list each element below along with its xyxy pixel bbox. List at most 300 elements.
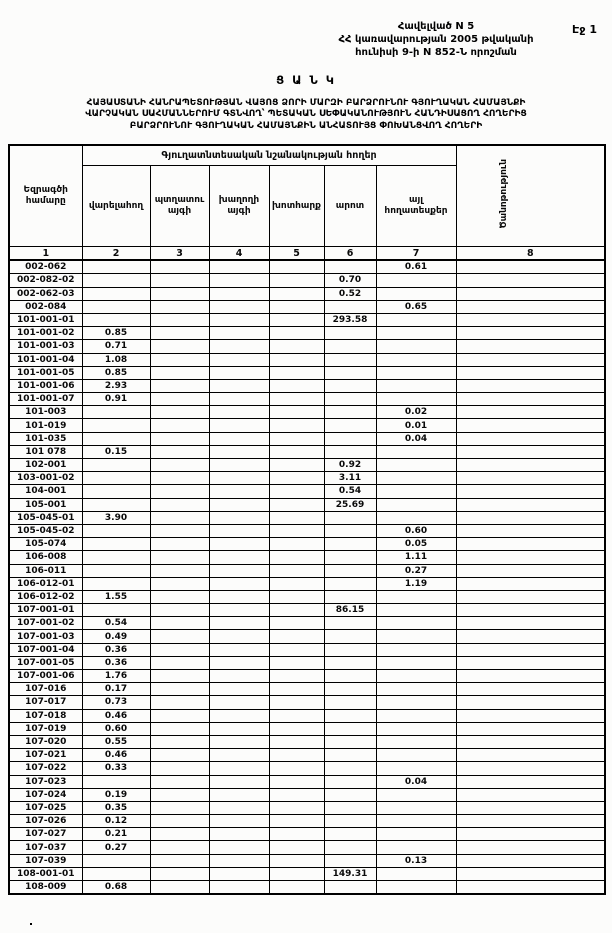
orchard-cell: [150, 696, 209, 709]
other-lands-cell: [376, 590, 456, 603]
header-orchard: պտղատու այգի: [150, 166, 209, 247]
contour-number-cell: 107-021: [9, 749, 82, 762]
table-row: [9, 828, 605, 841]
orchard-cell: [150, 353, 209, 366]
appendix-line-1: Հավելված N 5: [397, 21, 475, 32]
pasture-cell: [324, 538, 376, 551]
table-row: [9, 287, 605, 300]
hayfield-cell: [269, 617, 324, 630]
note-cell: [456, 670, 605, 683]
header-pasture: արոտ: [324, 166, 376, 247]
contour-number-cell: 107-039: [9, 854, 82, 867]
contour-number-cell: 002-082-02: [9, 274, 82, 287]
other-lands-cell: 0.02: [376, 406, 456, 419]
other-lands-cell: [376, 709, 456, 722]
orchard-cell: [150, 604, 209, 617]
arable-cell: [82, 287, 150, 300]
vineyard-cell: [209, 630, 269, 643]
hayfield-cell: [269, 577, 324, 590]
table-row: [9, 485, 605, 498]
pasture-cell: [324, 551, 376, 564]
vineyard-cell: [209, 828, 269, 841]
note-cell: [456, 775, 605, 788]
note-cell: [456, 524, 605, 537]
contour-number-cell: 107-024: [9, 788, 82, 801]
table-row: [9, 604, 605, 617]
document-title: [0, 98, 612, 134]
hayfield-cell: [269, 841, 324, 854]
vineyard-cell: [209, 393, 269, 406]
vineyard-cell: [209, 643, 269, 656]
orchard-cell: [150, 577, 209, 590]
land-table-wrapper: [8, 144, 604, 895]
vineyard-cell: [209, 432, 269, 445]
arable-cell: 0.36: [82, 656, 150, 669]
orchard-cell: [150, 735, 209, 748]
note-cell: [456, 485, 605, 498]
contour-number-cell: 107-001-01: [9, 604, 82, 617]
vineyard-cell: [209, 485, 269, 498]
contour-number-cell: 002-084: [9, 300, 82, 313]
contour-number-cell: 101-001-04: [9, 353, 82, 366]
arable-cell: [82, 524, 150, 537]
contour-number-cell: 107-001-06: [9, 670, 82, 683]
hayfield-cell: [269, 327, 324, 340]
orchard-cell: [150, 828, 209, 841]
pasture-cell: [324, 432, 376, 445]
table-row: [9, 696, 605, 709]
arable-cell: 1.76: [82, 670, 150, 683]
other-lands-cell: 1.11: [376, 551, 456, 564]
pasture-cell: [324, 340, 376, 353]
orchard-cell: [150, 881, 209, 895]
other-lands-cell: [376, 393, 456, 406]
contour-number-cell: 108-009: [9, 881, 82, 895]
note-cell: [456, 696, 605, 709]
arable-cell: 0.71: [82, 340, 150, 353]
hayfield-cell: [269, 656, 324, 669]
arable-cell: 0.55: [82, 735, 150, 748]
hayfield-cell: [269, 867, 324, 880]
pasture-cell: [324, 511, 376, 524]
hayfield-cell: [269, 564, 324, 577]
pasture-cell: [324, 788, 376, 801]
table-row: [9, 867, 605, 880]
table-body: [9, 260, 605, 894]
vineyard-cell: [209, 313, 269, 326]
pasture-cell: 0.70: [324, 274, 376, 287]
other-lands-cell: [376, 815, 456, 828]
column-number-1: 1: [9, 247, 82, 261]
arable-cell: [82, 432, 150, 445]
vineyard-cell: [209, 709, 269, 722]
document-heading: Ց Ա Ն Կ: [276, 72, 336, 87]
arable-cell: 0.15: [82, 445, 150, 458]
pasture-cell: [324, 722, 376, 735]
contour-number-cell: 107-001-04: [9, 643, 82, 656]
other-lands-cell: 1.19: [376, 577, 456, 590]
vineyard-cell: [209, 867, 269, 880]
appendix-line-3: հունիսի 9-ի N 852-Ն որոշման: [355, 47, 517, 59]
orchard-cell: [150, 643, 209, 656]
pasture-cell: [324, 735, 376, 748]
note-cell: [456, 327, 605, 340]
contour-number-cell: 101-001-01: [9, 313, 82, 326]
column-number-2: 2: [82, 247, 150, 261]
header-hayfield: խոտհարք: [269, 166, 324, 247]
orchard-cell: [150, 709, 209, 722]
table-row: [9, 577, 605, 590]
vineyard-cell: [209, 656, 269, 669]
table-row: [9, 854, 605, 867]
header-other-lands: այլ հողատեսքեր: [376, 166, 456, 247]
pasture-cell: [324, 327, 376, 340]
contour-number-cell: 105-001: [9, 498, 82, 511]
contour-number-cell: 104-001: [9, 485, 82, 498]
other-lands-cell: [376, 801, 456, 814]
title-line-2: ՎԱՐՉԱԿԱՆ ՍԱՀՄԱՆՆԵՐՈՒՄ ԳՏՆՎՈՂ՝ ՊԵՏԱԿԱՆ ՍԵՓԱԿԱՆՈՒԹՅՈՒՆ ՀԱՆԴԻՍԱՑՈՂ ՀՈՂԵՐԻՑ: [85, 109, 527, 120]
table-row: [9, 498, 605, 511]
note-cell: [456, 379, 605, 392]
column-number-row: [9, 247, 605, 261]
table-row: [9, 564, 605, 577]
contour-number-cell: 107-001-02: [9, 617, 82, 630]
hayfield-cell: [269, 538, 324, 551]
orchard-cell: [150, 656, 209, 669]
hayfield-cell: [269, 313, 324, 326]
note-cell: [456, 854, 605, 867]
arable-cell: [82, 313, 150, 326]
hayfield-cell: [269, 643, 324, 656]
orchard-cell: [150, 472, 209, 485]
pasture-cell: [324, 577, 376, 590]
hayfield-cell: [269, 419, 324, 432]
orchard-cell: [150, 749, 209, 762]
hayfield-cell: [269, 366, 324, 379]
hayfield-cell: [269, 432, 324, 445]
pasture-cell: [324, 630, 376, 643]
vineyard-cell: [209, 564, 269, 577]
table-row: [9, 432, 605, 445]
arable-cell: [82, 854, 150, 867]
appendix-reference: [266, 20, 606, 60]
pasture-cell: 86.15: [324, 604, 376, 617]
vineyard-cell: [209, 498, 269, 511]
arable-cell: [82, 775, 150, 788]
pasture-cell: [324, 366, 376, 379]
orchard-cell: [150, 722, 209, 735]
contour-number-cell: 107-001-03: [9, 630, 82, 643]
arable-cell: 0.46: [82, 749, 150, 762]
contour-number-cell: 107-016: [9, 683, 82, 696]
other-lands-cell: [376, 683, 456, 696]
hayfield-cell: [269, 524, 324, 537]
vineyard-cell: [209, 274, 269, 287]
orchard-cell: [150, 815, 209, 828]
table-row: [9, 815, 605, 828]
arable-cell: 0.85: [82, 366, 150, 379]
other-lands-cell: [376, 841, 456, 854]
pasture-cell: 0.92: [324, 459, 376, 472]
contour-number-cell: 106-012-02: [9, 590, 82, 603]
orchard-cell: [150, 854, 209, 867]
hayfield-cell: [269, 630, 324, 643]
contour-number-cell: 107-025: [9, 801, 82, 814]
contour-number-cell: 102-001: [9, 459, 82, 472]
table-row: [9, 406, 605, 419]
arable-cell: 0.12: [82, 815, 150, 828]
orchard-cell: [150, 511, 209, 524]
other-lands-cell: [376, 749, 456, 762]
column-number-5: 5: [269, 247, 324, 261]
vineyard-cell: [209, 300, 269, 313]
vineyard-cell: [209, 445, 269, 458]
contour-number-cell: 107-019: [9, 722, 82, 735]
pasture-cell: [324, 801, 376, 814]
group-header-row: [9, 145, 605, 166]
arable-cell: 0.36: [82, 643, 150, 656]
table-header: [9, 145, 605, 260]
contour-number-cell: 101-003: [9, 406, 82, 419]
orchard-cell: [150, 366, 209, 379]
other-lands-cell: [376, 313, 456, 326]
pasture-cell: [324, 670, 376, 683]
pasture-cell: [324, 854, 376, 867]
hayfield-cell: [269, 881, 324, 895]
pasture-cell: [324, 775, 376, 788]
orchard-cell: [150, 551, 209, 564]
vineyard-cell: [209, 577, 269, 590]
hayfield-cell: [269, 762, 324, 775]
arable-cell: [82, 867, 150, 880]
orchard-cell: [150, 524, 209, 537]
arable-cell: [82, 564, 150, 577]
pasture-cell: 0.52: [324, 287, 376, 300]
contour-number-cell: 101 078: [9, 445, 82, 458]
note-vertical-label: Ծանոթություն: [498, 159, 509, 229]
arable-cell: 0.46: [82, 709, 150, 722]
orchard-cell: [150, 459, 209, 472]
table-row: [9, 683, 605, 696]
contour-number-cell: 101-001-06: [9, 379, 82, 392]
header-note: [456, 145, 605, 247]
orchard-cell: [150, 379, 209, 392]
column-number-6: 6: [324, 247, 376, 261]
vineyard-cell: [209, 538, 269, 551]
arable-cell: [82, 498, 150, 511]
other-lands-cell: [376, 274, 456, 287]
note-cell: [456, 801, 605, 814]
orchard-cell: [150, 313, 209, 326]
contour-number-cell: 107-027: [9, 828, 82, 841]
vineyard-cell: [209, 340, 269, 353]
arable-cell: 0.91: [82, 393, 150, 406]
table-row: [9, 511, 605, 524]
pasture-cell: [324, 617, 376, 630]
other-lands-cell: [376, 722, 456, 735]
contour-number-cell: 105-045-02: [9, 524, 82, 537]
table-row: [9, 656, 605, 669]
pasture-cell: 25.69: [324, 498, 376, 511]
other-lands-cell: [376, 366, 456, 379]
hayfield-cell: [269, 300, 324, 313]
hayfield-cell: [269, 379, 324, 392]
vineyard-cell: [209, 775, 269, 788]
table-row: [9, 670, 605, 683]
other-lands-cell: [376, 472, 456, 485]
table-row: [9, 788, 605, 801]
contour-number-cell: 105-045-01: [9, 511, 82, 524]
orchard-cell: [150, 485, 209, 498]
other-lands-cell: [376, 867, 456, 880]
note-cell: [456, 590, 605, 603]
pasture-cell: [324, 643, 376, 656]
other-lands-cell: [376, 445, 456, 458]
column-number-3: 3: [150, 247, 209, 261]
contour-number-cell: 107-023: [9, 775, 82, 788]
orchard-cell: [150, 683, 209, 696]
arable-cell: 1.55: [82, 590, 150, 603]
hayfield-cell: [269, 551, 324, 564]
column-number-8: 8: [456, 247, 605, 261]
orchard-cell: [150, 670, 209, 683]
vineyard-cell: [209, 604, 269, 617]
note-cell: [456, 472, 605, 485]
title-line-3: ԲԱՐՁՐՈՒՆՈՒ ԳՅՈՒՂԱԿԱՆ ՀԱՄԱՅՆՔԻՆ ԱՆՀԱՏՈՒՅՑ ՓՈԽԱՆՑՎՈՂ ՀՈՂԵՐԻ: [129, 121, 483, 132]
table-row: [9, 762, 605, 775]
orchard-cell: [150, 801, 209, 814]
other-lands-cell: 0.01: [376, 419, 456, 432]
arable-cell: [82, 472, 150, 485]
other-lands-cell: [376, 485, 456, 498]
contour-number-cell: 107-037: [9, 841, 82, 854]
pasture-cell: [324, 709, 376, 722]
orchard-cell: [150, 287, 209, 300]
note-cell: [456, 735, 605, 748]
hayfield-cell: [269, 709, 324, 722]
contour-number-cell: 101-035: [9, 432, 82, 445]
contour-number-cell: 107-001-05: [9, 656, 82, 669]
other-lands-cell: [376, 340, 456, 353]
hayfield-cell: [269, 801, 324, 814]
other-lands-cell: 0.61: [376, 260, 456, 274]
note-cell: [456, 340, 605, 353]
arable-cell: 0.17: [82, 683, 150, 696]
orchard-cell: [150, 762, 209, 775]
arable-cell: 1.08: [82, 353, 150, 366]
hayfield-cell: [269, 472, 324, 485]
arable-cell: 3.90: [82, 511, 150, 524]
arable-cell: [82, 604, 150, 617]
table-row: [9, 749, 605, 762]
orchard-cell: [150, 788, 209, 801]
note-cell: [456, 419, 605, 432]
hayfield-cell: [269, 749, 324, 762]
table-row: [9, 590, 605, 603]
contour-number-cell: 101-001-03: [9, 340, 82, 353]
arable-cell: 0.73: [82, 696, 150, 709]
header-agricultural-lands-group: Գյուղատնտեսական նշանակության հողեր: [82, 145, 456, 166]
table-row: [9, 881, 605, 895]
note-cell: [456, 815, 605, 828]
vineyard-cell: [209, 524, 269, 537]
table-row: [9, 393, 605, 406]
pasture-cell: [324, 379, 376, 392]
orchard-cell: [150, 340, 209, 353]
pasture-cell: [324, 815, 376, 828]
arable-cell: [82, 300, 150, 313]
vineyard-cell: [209, 551, 269, 564]
pasture-cell: [324, 445, 376, 458]
table-row: [9, 775, 605, 788]
note-cell: [456, 656, 605, 669]
vineyard-cell: [209, 353, 269, 366]
orchard-cell: [150, 617, 209, 630]
table-row: [9, 379, 605, 392]
other-lands-cell: [376, 643, 456, 656]
contour-number-cell: 002-062: [9, 260, 82, 274]
note-cell: [456, 617, 605, 630]
other-lands-cell: 0.05: [376, 538, 456, 551]
other-lands-cell: 0.65: [376, 300, 456, 313]
table-row: [9, 300, 605, 313]
contour-number-cell: 107-026: [9, 815, 82, 828]
pasture-cell: [324, 260, 376, 274]
hayfield-cell: [269, 815, 324, 828]
hayfield-cell: [269, 459, 324, 472]
table-row: [9, 538, 605, 551]
contour-number-cell: 101-001-02: [9, 327, 82, 340]
orchard-cell: [150, 406, 209, 419]
hayfield-cell: [269, 788, 324, 801]
hayfield-cell: [269, 353, 324, 366]
header-contour-number: Եզրագծի համարը: [9, 145, 82, 247]
pasture-cell: [324, 300, 376, 313]
contour-number-cell: 107-022: [9, 762, 82, 775]
table-row: [9, 366, 605, 379]
orchard-cell: [150, 274, 209, 287]
vineyard-cell: [209, 683, 269, 696]
arable-cell: [82, 538, 150, 551]
other-lands-cell: [376, 828, 456, 841]
note-cell: [456, 683, 605, 696]
table-row: [9, 445, 605, 458]
arable-cell: 0.35: [82, 801, 150, 814]
arable-cell: 0.19: [82, 788, 150, 801]
orchard-cell: [150, 260, 209, 274]
pasture-cell: [324, 524, 376, 537]
contour-number-cell: 101-019: [9, 419, 82, 432]
arable-cell: 0.85: [82, 327, 150, 340]
other-lands-cell: 0.04: [376, 432, 456, 445]
table-row: [9, 709, 605, 722]
vineyard-cell: [209, 762, 269, 775]
arable-cell: 0.60: [82, 722, 150, 735]
note-cell: [456, 260, 605, 274]
vineyard-cell: [209, 696, 269, 709]
page-number: Էջ 1: [572, 23, 597, 36]
pasture-cell: [324, 749, 376, 762]
other-lands-cell: [376, 604, 456, 617]
hayfield-cell: [269, 340, 324, 353]
vineyard-cell: [209, 881, 269, 895]
hayfield-cell: [269, 683, 324, 696]
note-cell: [456, 406, 605, 419]
table-row: [9, 841, 605, 854]
note-cell: [456, 749, 605, 762]
table-row: [9, 722, 605, 735]
note-cell: [456, 313, 605, 326]
